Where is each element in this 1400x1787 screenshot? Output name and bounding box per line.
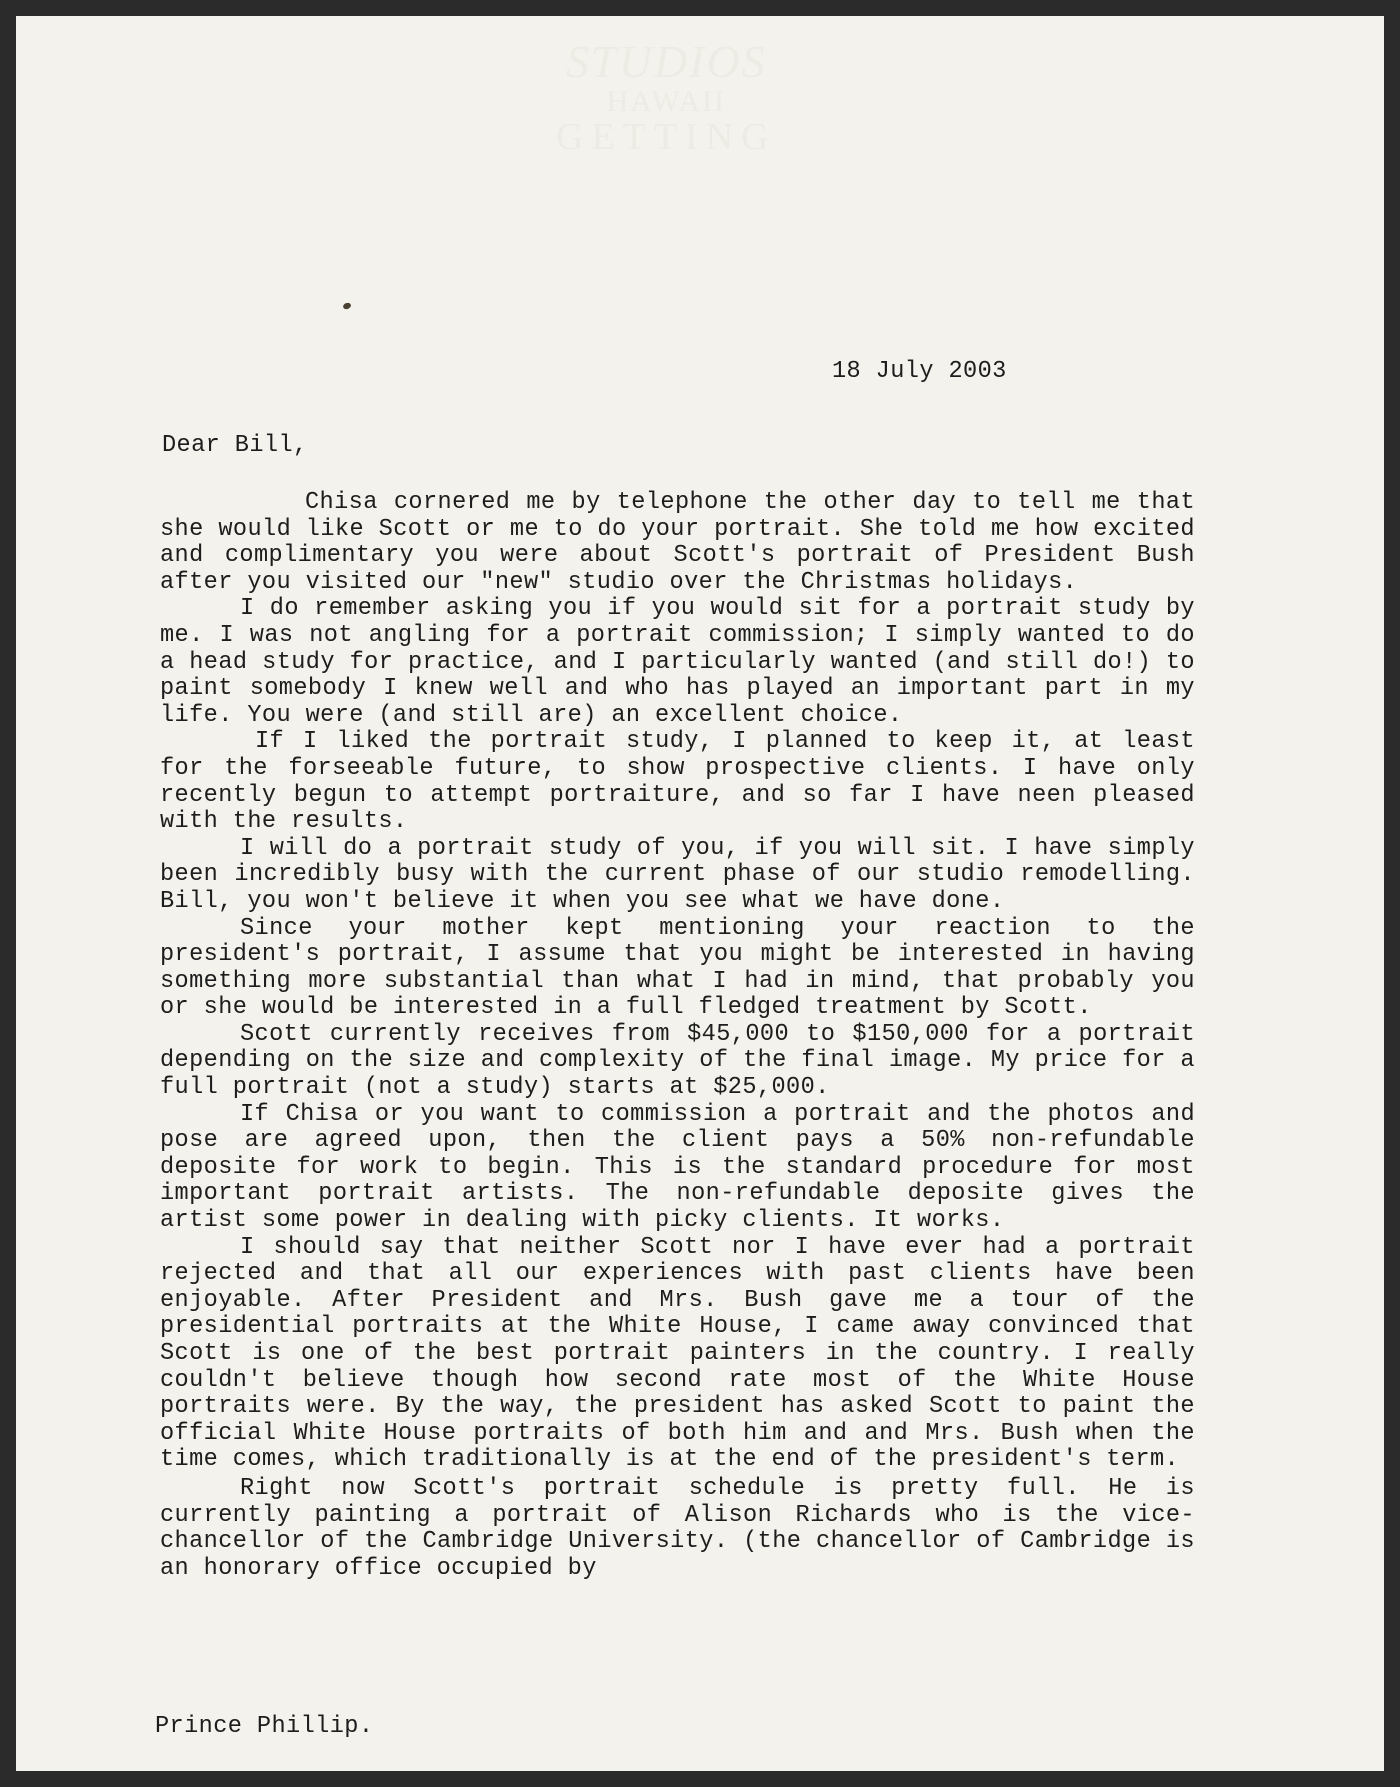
letter-body bbox=[160, 490, 1195, 1582]
closing-line: Prince Phillip. bbox=[155, 1713, 374, 1740]
paragraph: I do remember asking you if you would sit for a portrait study by me. I was not angling for a portrait commission; I simply wanted to do a head study for practice, and I particularly wanted (and still do!) to paint somebody I knew well and who has played an important part in my life. You were (and still are) an excellent choice. bbox=[160, 595, 1195, 729]
paragraph: If I liked the portrait study, I planned to keep it, at least for the forseeable future, to show prospective clients. I have only recently begun to attempt portraiture, and so far I have neen pleased with the results. bbox=[160, 728, 1195, 836]
paragraph: Scott currently receives from $45,000 to $150,000 for a portrait depending on the size and complexity of the final image. My price for a full portrait (not a study) starts at $25,000. bbox=[160, 1020, 1195, 1102]
paragraph: If Chisa or you want to commission a portrait and the photos and pose are agreed upon, then the client pays a 50% non-refundable deposite for work to begin. This is the standard procedure for most important portrait artists. The non-refundable deposite gives the artist some power in dealing with picky clients. It works. bbox=[160, 1100, 1195, 1235]
paper-speck bbox=[342, 302, 352, 310]
faint-letterhead: STUDIOS HAWAII GETTING bbox=[556, 36, 777, 158]
letter-date: 18 July 2003 bbox=[832, 358, 1007, 385]
paragraph: Right now Scott's portrait schedule is pretty full. He is currently painting a portrait of Alison Richards who is the vice-chancellor of the Cambridge University. (the chancellor of Cambridge is an honorary office occupied by bbox=[160, 1474, 1195, 1582]
paragraph: Chisa cornered me by telephone the other day to tell me that she would like Scott or me to do your portrait. She told me how excited and complimentary you were about Scott's portrait of President Bush after you visited our "new" studio over the Christmas holidays. bbox=[160, 489, 1195, 596]
paragraph: I should say that neither Scott nor I have ever had a portrait rejected and that all our experiences with past clients have been enjoyable. After President and Mrs. Bush gave me a tour of the presidential portraits at the White House, I came away convinced that Scott is one of the best portrait painters in the country. I really couldn't believe though how second rate most of the White House portraits were. By the way, the president has asked Scott to paint the official White House portraits of both him and and Mrs. Bush when the time comes, which traditionally is at the end of the president's term. bbox=[160, 1233, 1195, 1474]
paragraph: Since your mother kept mentioning your reaction to the president's portrait, I assume that you might be interested in having something more substantial than what I had in mind, that probably you or she would be interested in a full fledged treatment by Scott. bbox=[160, 914, 1195, 1022]
salutation: Dear Bill, bbox=[162, 432, 308, 459]
paragraph: I will do a portrait study of you, if you will sit. I have simply been incredibly busy with the current phase of our studio remodelling. Bill, you won't believe it when you see what we have done. bbox=[160, 834, 1195, 915]
